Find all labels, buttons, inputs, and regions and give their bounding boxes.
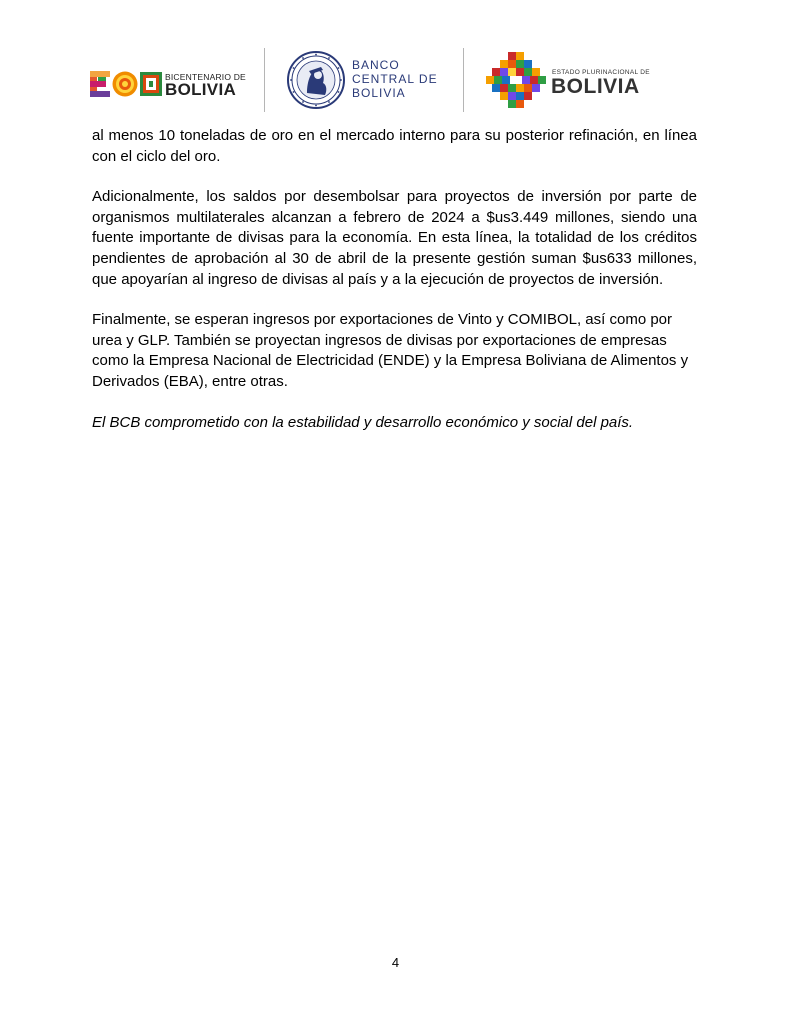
closing-statement: El BCB comprometido con la estabilidad y desarrollo económico y social del país. bbox=[92, 413, 634, 431]
paragraph-2: Adicionalmente, los saldos por desembolsar para proyectos de inversión por parte de organismos multilaterales alcanzan a febrero de 2024 a $us3.449 millones, siendo una fuente importante de divisas para la economía. En esta línea, la totalidad de los créditos pendientes de aprobación al 30 de abril de la presente gestión suman $us633 millones, que apoyarían al ingreso de divisas al país y a la ejecución de proyectos de inversión. bbox=[92, 188, 697, 288]
page-number: 4 bbox=[391, 955, 400, 970]
header-divider-left bbox=[264, 48, 265, 112]
paragraph-1: al menos 10 toneladas de oro en el mercado interno para su posterior refinación, en línea con el ciclo del oro. bbox=[92, 127, 697, 165]
wiphala-emblem-icon bbox=[486, 52, 546, 112]
letterhead bbox=[0, 48, 791, 114]
bcb-name-line-1: BANCO bbox=[352, 58, 400, 72]
header-divider-right bbox=[463, 48, 464, 112]
bcb-name-line-2: CENTRAL DE bbox=[352, 72, 438, 86]
estado-big-text: BOLIVIA bbox=[551, 75, 640, 98]
estado-small-text: ESTADO PLURINACIONAL DE bbox=[552, 69, 650, 76]
bicentenario-emblem-icon bbox=[90, 70, 162, 98]
bicentenario-logo bbox=[90, 70, 250, 98]
bcb-name-line-3: BOLIVIA bbox=[352, 86, 406, 100]
paragraph-3: Finalmente, se esperan ingresos por exportaciones de Vinto y COMIBOL, así como por urea y GLP. También se proyectan ingresos de divisas por exportaciones de empresas como la Empresa Nacional de Electricidad (ENDE) y la Empresa Boliviana de Alimentos y Derivados (EBA), entre otras. bbox=[92, 311, 689, 390]
bicentenario-small-text: BICENTENARIO DE bbox=[165, 72, 246, 82]
bicentenario-big-text: BOLIVIA bbox=[165, 80, 237, 99]
bcb-seal-icon bbox=[287, 51, 345, 109]
bcb-name bbox=[352, 58, 438, 100]
document-body bbox=[92, 126, 697, 433]
